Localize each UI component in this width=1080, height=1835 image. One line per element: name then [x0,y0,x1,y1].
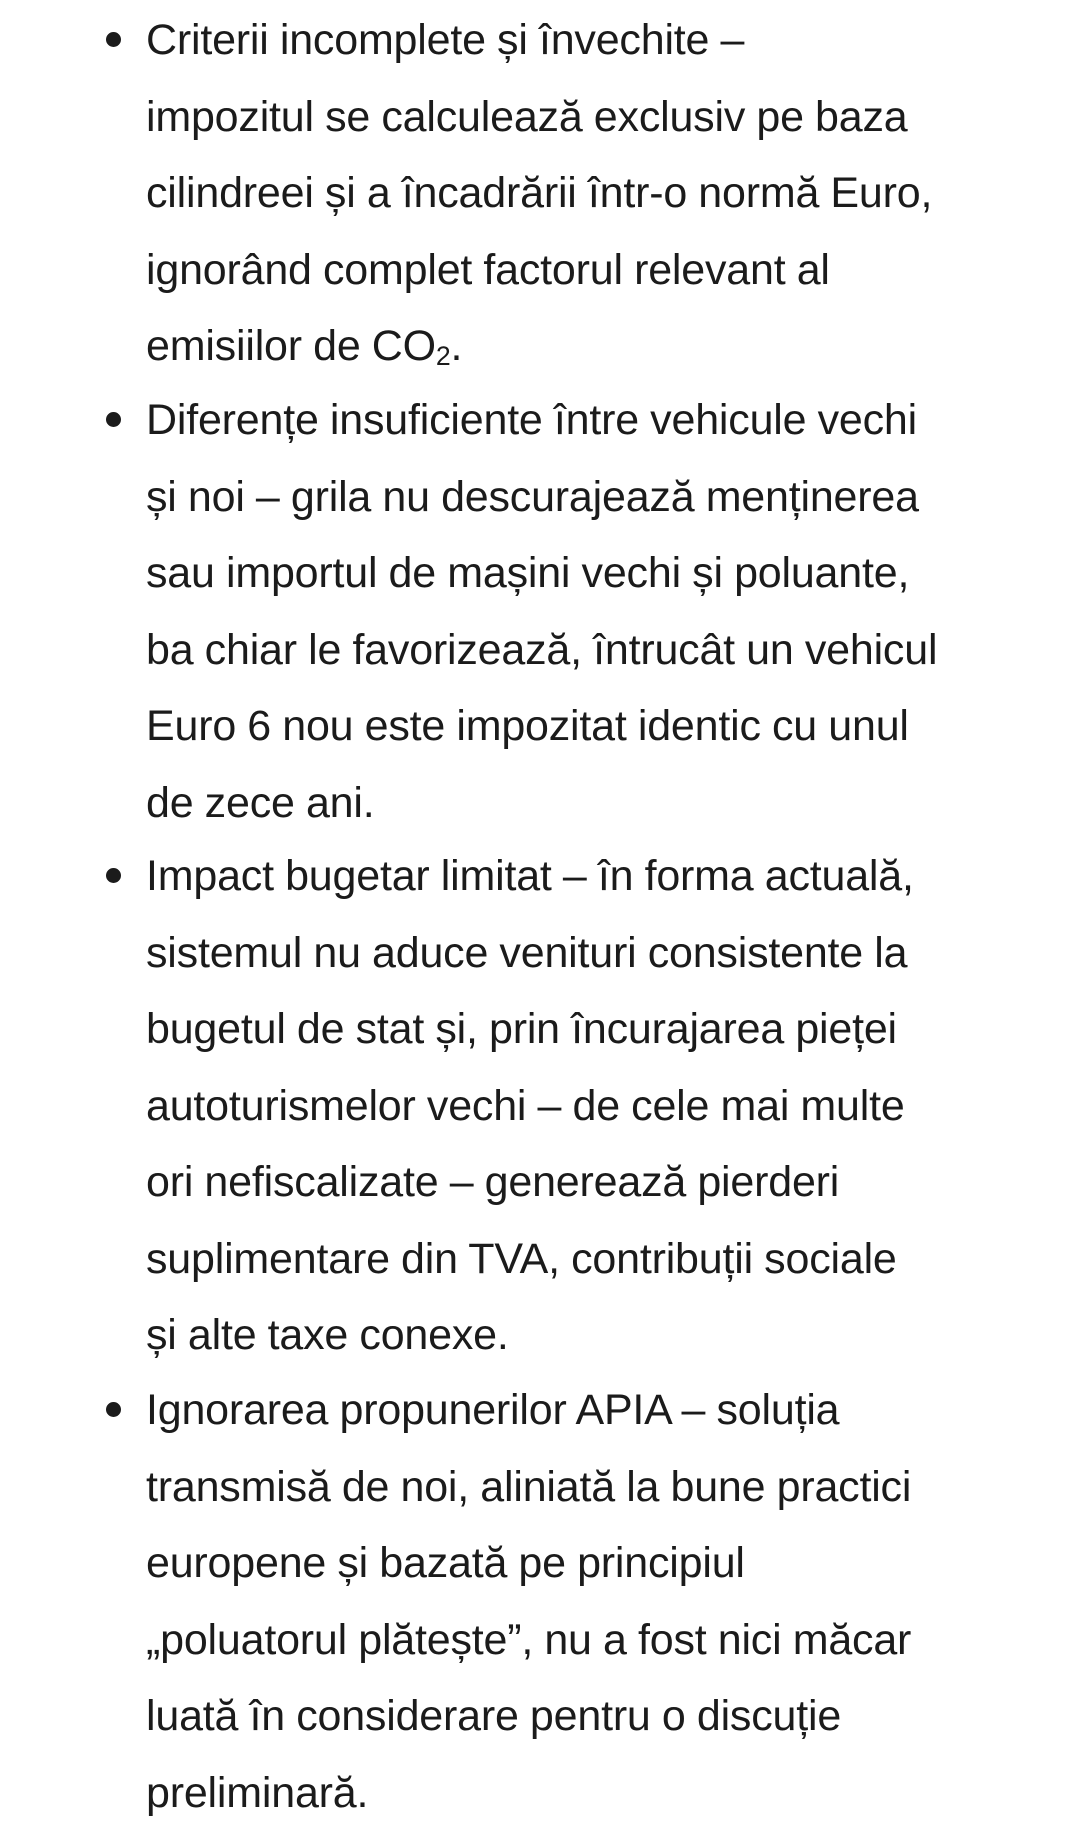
line: de zece ani. [146,778,375,827]
subscript: 2 [435,340,451,371]
line: Ignorarea propunerilor APIA – soluția [146,1386,840,1434]
line: cilindreei și a încadrării într-o normă Euro, [146,169,933,217]
list-item [0,2,952,385]
line: și noi – grila nu descurajează menținerea [146,472,919,521]
line: Criterii incomplete și învechite – [146,16,745,64]
line: ba chiar le favorizează, întrucât un vehicul [146,625,938,674]
bullet-dot-icon [106,1402,121,1417]
line-prefix: emisiilor de CO [146,322,436,370]
line: luată în considerare pentru o discuție [146,1692,842,1740]
list-item [0,838,934,1374]
line: și alte taxe conexe. [146,1311,509,1359]
line: bugetul de stat și, prin încurajarea pieței [146,1005,897,1053]
line: impozitul se calculează exclusiv pe baza [146,92,908,141]
line-co2 [146,322,462,370]
line: europene și bazată pe principiul [146,1539,745,1587]
line: sistemul nu aduce venituri consistente la [146,928,908,977]
line: preliminară. [146,1768,369,1817]
line: Euro 6 nou este impozitat identic cu unul [146,702,909,750]
line-suffix: . [450,322,463,370]
line: suplimentare din TVA, contribuții sociale [146,1234,897,1283]
line: sau importul de mașini vechi și poluante, [146,549,910,597]
bullet-dot-icon [106,32,121,47]
bullet-dot-icon [106,412,121,427]
list-item [0,382,957,841]
line: Impact bugetar limitat – în forma actuală, [146,852,914,900]
line: Diferențe insuficiente între vehicule vechi [146,396,917,444]
line: „poluatorul plătește”, nu a fost nici măcar [146,1615,912,1664]
line: autoturismelor vechi – de cele mai multe [146,1081,905,1130]
line: ori nefiscalizate – generează pierderi [146,1158,840,1206]
line: transmisă de noi, aliniată la bune practici [146,1462,912,1511]
line: ignorând complet factorul relevant al [146,245,830,294]
bullet-dot-icon [106,868,121,883]
list-item [0,1372,931,1831]
